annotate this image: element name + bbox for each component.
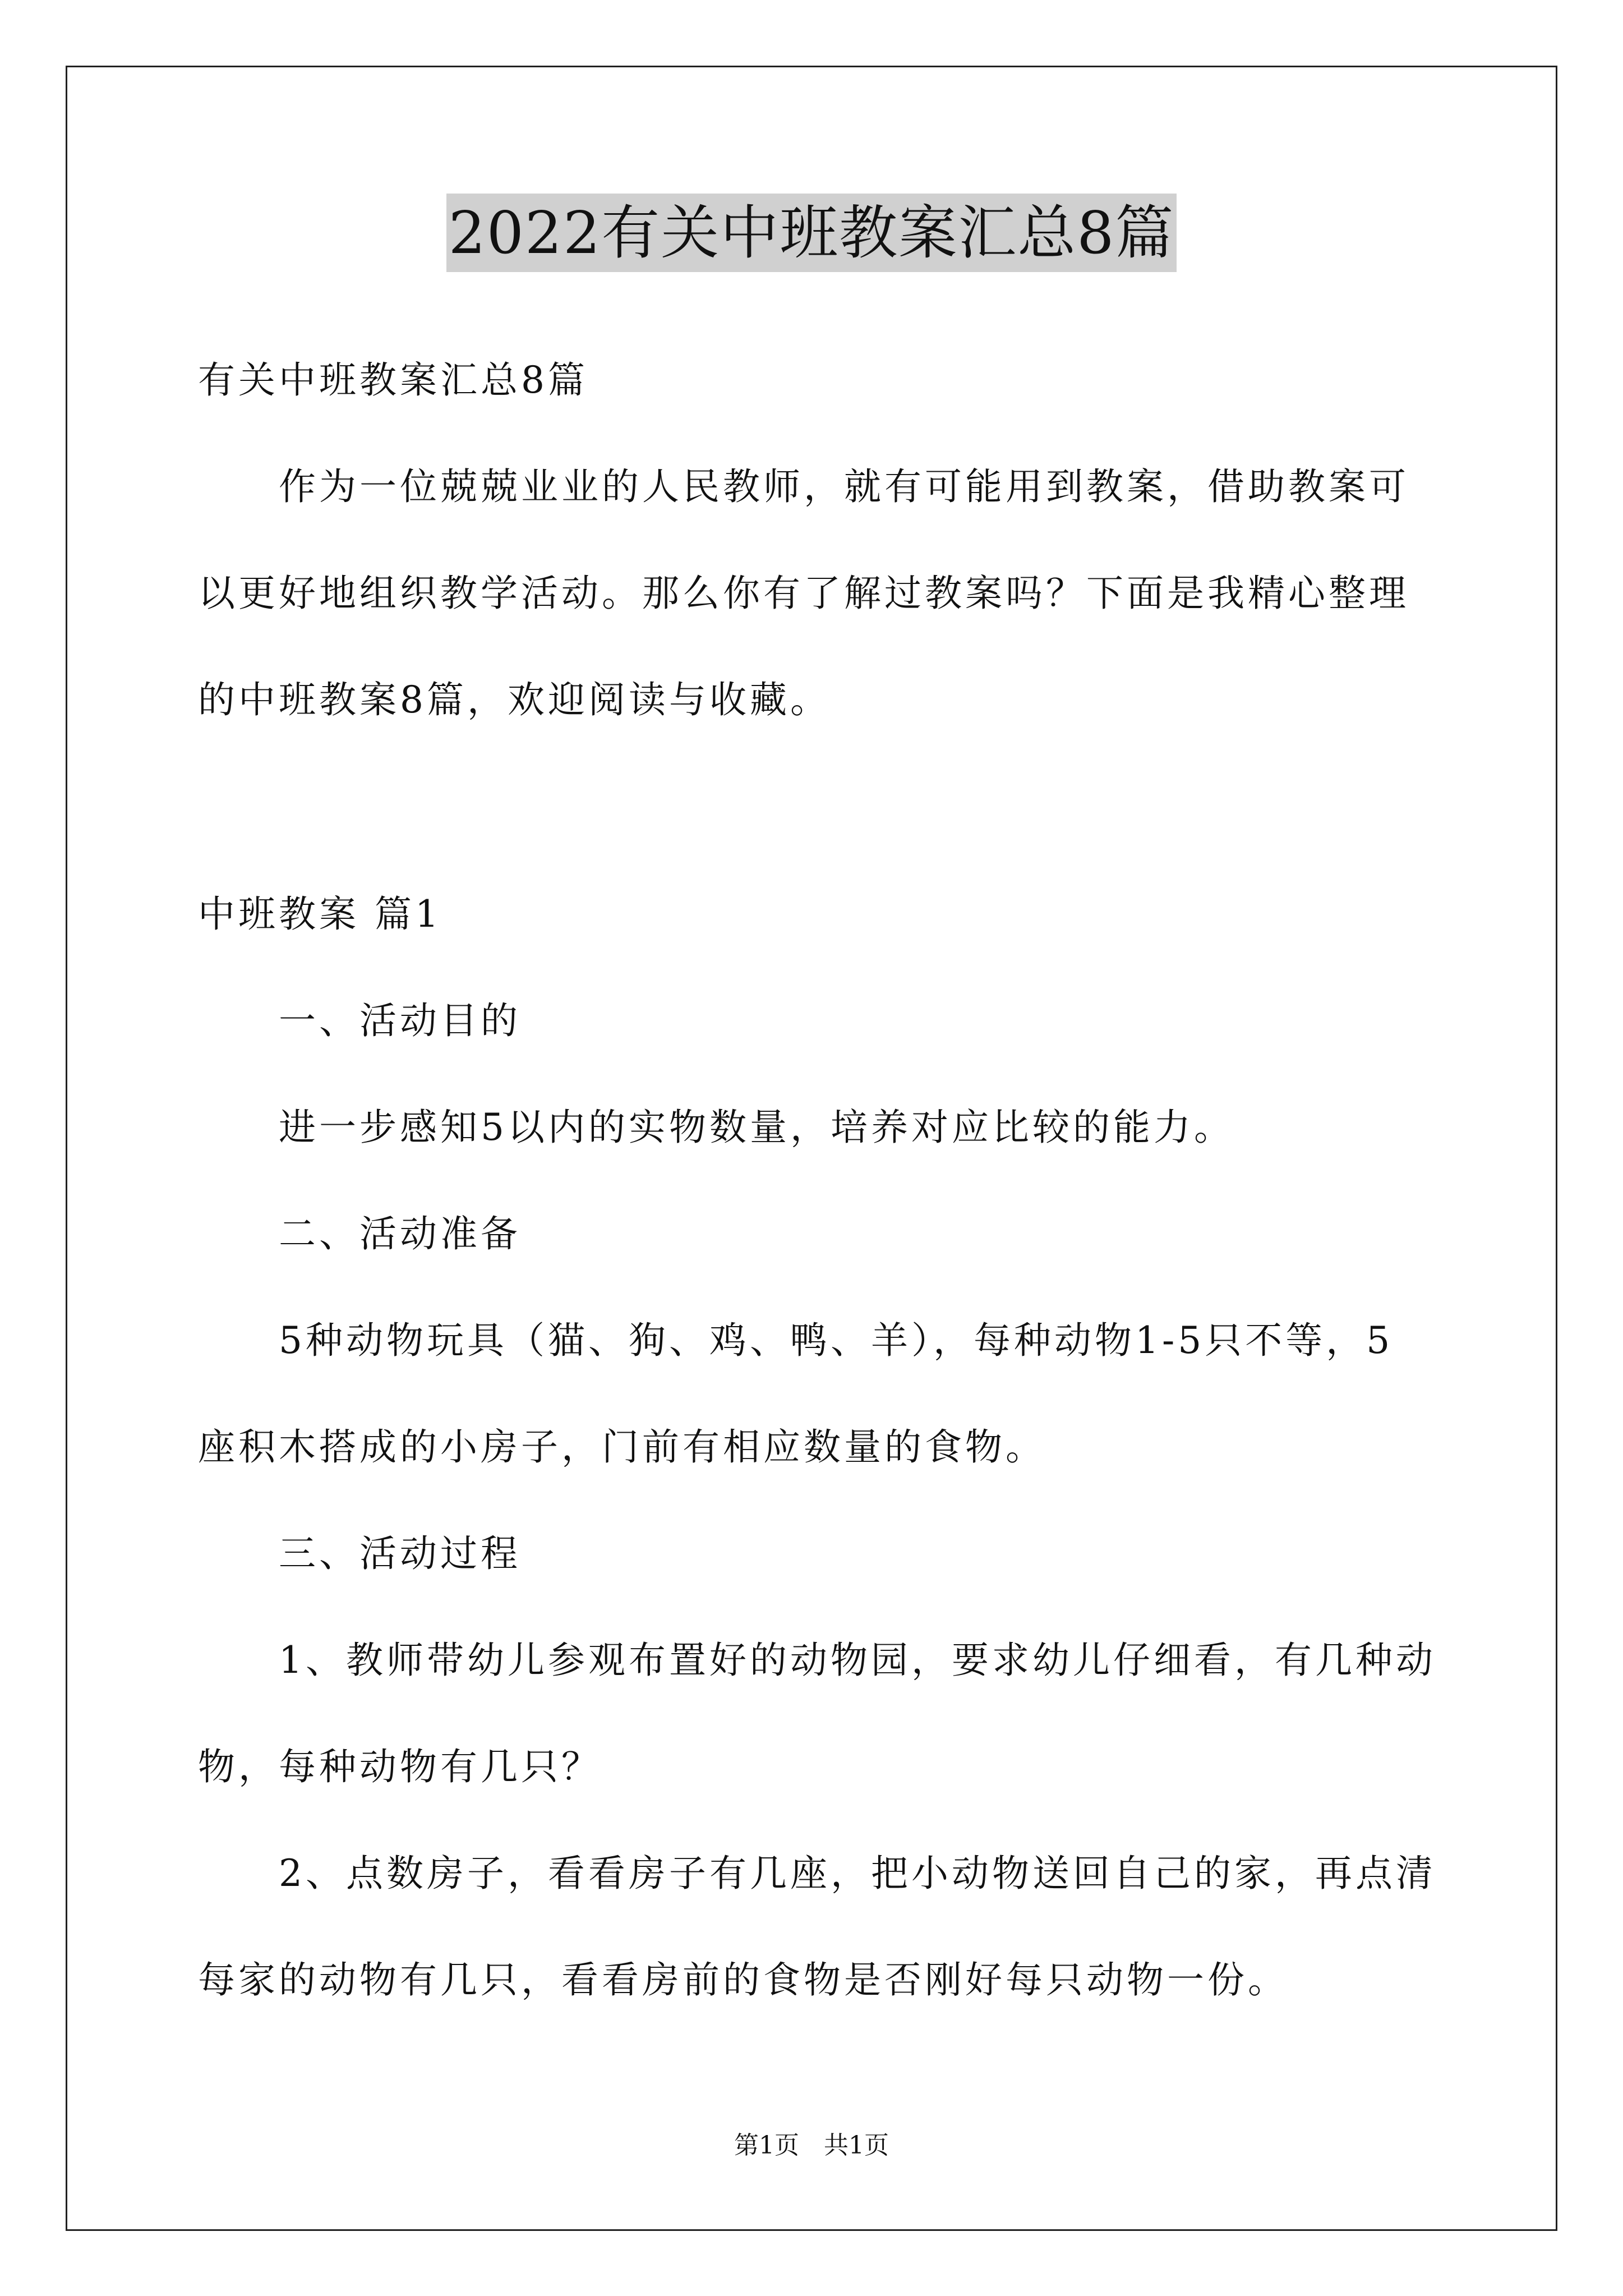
- body-line-6: 三、活动过程: [279, 1532, 521, 1575]
- body-line-8: 物，每种动物有几只？: [198, 1745, 602, 1788]
- document-title: 2022有关中班教案汇总8篇: [446, 194, 1177, 272]
- body-line-10: 每家的动物有几只，看看房前的食物是否刚好每只动物一份。: [198, 1958, 1288, 2001]
- body-line-5: 座积木搭成的小房子，门前有相应数量的食物。: [198, 1425, 1046, 1469]
- intro-line-2: 以更好地组织教学活动。那么你有了解过教案吗？下面是我精心整理: [198, 572, 1409, 615]
- page-number: 第1页 共1页: [734, 2131, 889, 2160]
- body-line-2: 进一步感知5以内的实物数量，培养对应比较的能力。: [279, 1106, 1234, 1149]
- document-subtitle: 有关中班教案汇总8篇: [198, 358, 588, 402]
- intro-line-3: 的中班教案8篇，欢迎阅读与收藏。: [198, 678, 831, 721]
- body-line-4: 5种动物玩具（猫、狗、鸡、鸭、羊），每种动物1-5只不等，5: [279, 1319, 1394, 1362]
- intro-line-1: 作为一位兢兢业业的人民教师，就有可能用到教案，借助教案可: [279, 465, 1409, 508]
- body-line-3: 二、活动准备: [279, 1212, 521, 1255]
- title-container: [0, 194, 1623, 272]
- section-heading: 中班教案 篇1: [198, 892, 442, 936]
- body-line-7: 1、教师带幼儿参观布置好的动物园，要求幼儿仔细看，有几种动: [279, 1639, 1436, 1682]
- body-line-9: 2、点数房子，看看房子有几座，把小动物送回自己的家，再点清: [279, 1852, 1436, 1895]
- body-line-1: 一、活动目的: [279, 999, 521, 1042]
